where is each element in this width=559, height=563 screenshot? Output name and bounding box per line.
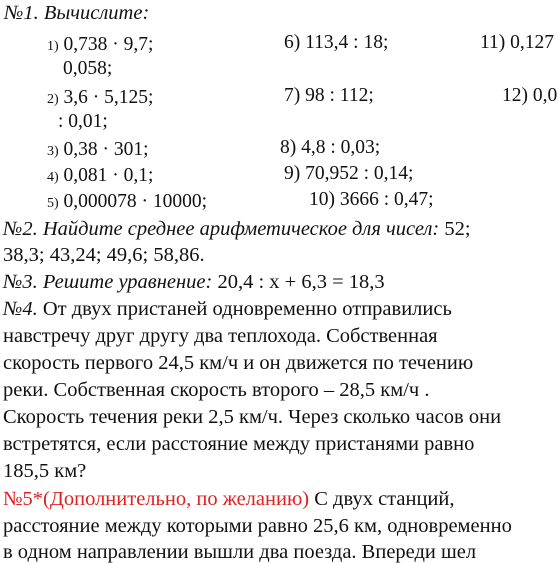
exercise-1: 1) 0,738 · 9,7; bbox=[47, 34, 154, 55]
task4-text: От двух пристаней одновременно отправились bbox=[37, 298, 452, 320]
exercise-5: 5) 0,000078 · 10000; bbox=[47, 191, 208, 212]
task2-label: №2. Найдите среднее арифметическое для чисел: bbox=[3, 218, 440, 240]
task4-line5: Скорость течения реки 2,5 км/ч. Через сколько часов они bbox=[3, 406, 502, 428]
exercise-11: 11) 0,127 bbox=[480, 32, 555, 53]
task4-line3: скорость первого 24,5 км/ч и он движется по течению bbox=[3, 352, 474, 374]
task2-line1 bbox=[3, 219, 471, 240]
task2-line2: 38,3; 43,24; 49,6; 58,86. bbox=[3, 244, 205, 266]
task4-line4: реки. Собственная скорость второго – 28,5 км/ч . bbox=[3, 379, 430, 401]
exercise-2-continuation: : 0,01; bbox=[58, 111, 108, 132]
task3-line bbox=[3, 272, 385, 293]
task5-line2: расстояние между которыми равно 25,6 км, одновременно bbox=[3, 515, 512, 537]
exercise-10: 10) 3666 : 0,47; bbox=[309, 189, 434, 210]
exercise-4: 4) 0,081 · 0,1; bbox=[47, 165, 154, 186]
exercise-12: 12) 0,0 bbox=[502, 85, 558, 106]
exercise-2: 2) 3,6 · 5,125; bbox=[47, 87, 154, 108]
exercise-1-continuation: 0,058; bbox=[63, 58, 113, 79]
task4-line1 bbox=[3, 299, 452, 320]
task4-line2: навстречу друг другу два теплохода. Собственная bbox=[3, 325, 438, 347]
exercise-6: 6) 113,4 : 18; bbox=[284, 32, 389, 53]
task3-label: №3. Решите уравнение: bbox=[3, 271, 213, 293]
task3-equation: 20,4 : х + 6,3 = 18,3 bbox=[212, 271, 385, 293]
task5-line1 bbox=[3, 489, 454, 510]
exercise-7: 7) 98 : 112; bbox=[284, 85, 374, 106]
exercise-3: 3) 0,38 · 301; bbox=[47, 139, 149, 160]
exercise-9: 9) 70,952 : 0,14; bbox=[284, 163, 414, 184]
task4-line6: встретятся, если расстояние между пристанями равно bbox=[3, 433, 475, 455]
task1-title: №1. Вычислите: bbox=[4, 2, 150, 24]
task2-number-first: 52; bbox=[439, 218, 471, 240]
task4-label: №4. bbox=[3, 298, 38, 320]
task4-line7: 185,5 км? bbox=[3, 460, 87, 482]
task5-label: №5*(Дополнительно, по желанию) bbox=[3, 488, 310, 510]
task5-line3: в одном направлении вышли два поезда. Впереди шел bbox=[3, 541, 477, 563]
task5-text: С двух станций, bbox=[309, 488, 455, 510]
exercise-8: 8) 4,8 : 0,03; bbox=[280, 137, 381, 158]
